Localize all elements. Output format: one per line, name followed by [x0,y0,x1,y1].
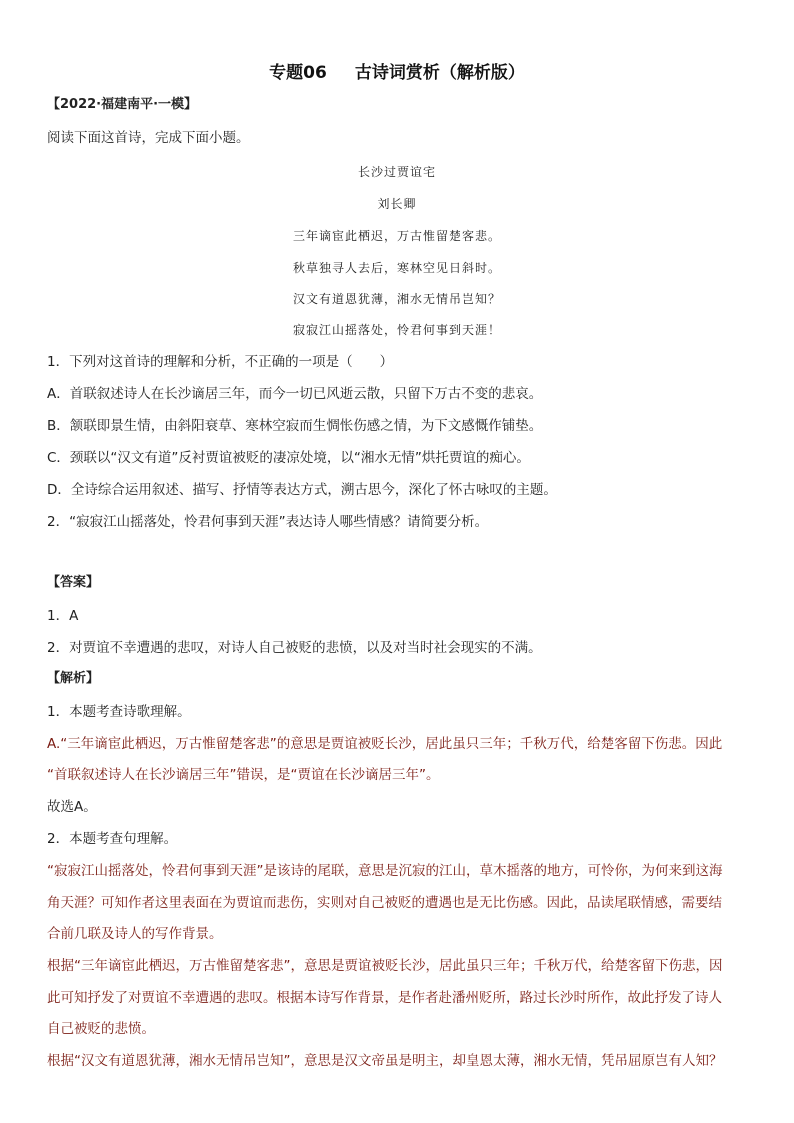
poem-author: 刘长卿 [377,197,417,211]
page-title [0,58,794,83]
question-2: 2．“寂寂江山摇落处，怜君何事到天涯”表达诗人哪些情感？请简要分析。 [47,514,489,530]
option-d: D．全诗综合运用叙述、描写、抒情等表达方式，溯古思今，深化了怀古咏叹的主题。 [47,482,557,498]
analysis-2-para: 自己被贬的悲愤。 [47,1021,155,1037]
analysis-2-para: 此可知抒发了对贾谊不幸遭遇的悲叹。根据本诗写作背景，是作者赴潘州贬所，路过长沙时所作，故此抒发了诗人 [47,990,722,1006]
answer-1: 1．A [47,608,79,624]
analysis-1-body: A.“三年谪宦此栖迟，万古惟留楚客悲”的意思是贾谊被贬长沙，居此虽只三年；千秋万代，给楚客留下伤悲。因此 [47,736,723,752]
poem-line: 秋草独寻人去后，寒林空见日斜时。 [292,261,501,275]
poem-line: 寂寂江山摇落处，怜君何事到天涯！ [292,323,501,337]
analysis-2-para: 根据“三年谪宦此栖迟，万古惟留楚客悲”，意思是贾谊被贬长沙，居此虽只三年；千秋万代，给楚客留下伤悲，因 [47,958,723,974]
analysis-2-para: 角天涯？可知作者这里表面在为贾谊而悲伤，实则对自己被贬的遭遇也是无比伤感。因此，品读尾联情感，需要结 [47,895,722,911]
source-tag: 【2022·福建南平·一模】 [47,97,198,112]
analysis-1-choice: 故选A。 [47,799,97,815]
analysis-2-para: “寂寂江山摇落处，怜君何事到天涯”是该诗的尾联，意思是沉寂的江山，草木摇落的地方，可怜你，为何来到这海 [47,863,723,879]
poem-line: 三年谪宦此栖迟，万古惟留楚客悲。 [292,229,501,243]
analysis-1-head: 1．本题考查诗歌理解。 [47,704,191,720]
poem-title: 长沙过贾谊宅 [357,165,436,179]
answer-2: 2．对贾谊不幸遭遇的悲叹，对诗人自己被贬的悲愤，以及对当时社会现实的不满。 [47,640,542,656]
option-b: B．颔联即景生情，由斜阳衰草、寒林空寂而生惆怅伤感之情，为下文感慨作铺垫。 [47,418,543,434]
instruction-text: 阅读下面这首诗，完成下面小题。 [47,130,250,146]
poem-line: 汉文有道恩犹薄，湘水无情吊岂知？ [292,292,501,306]
analysis-label: 【解析】 [47,671,100,686]
analysis-2-head: 2．本题考查句理解。 [47,831,178,847]
analysis-2-para: 合前几联及诗人的写作背景。 [47,926,223,942]
option-c: C．颈联以“汉文有道”反衬贾谊被贬的凄凉处境，以“湘水无情”烘托贾谊的痴心。 [47,450,530,466]
option-a: A．首联叙述诗人在长沙谪居三年，而今一切已风逝云散，只留下万古不变的悲哀。 [47,386,543,402]
answer-label: 【答案】 [47,575,100,590]
analysis-1-body: “首联叙述诗人在长沙谪居三年”错误，是“贾谊在长沙谪居三年”。 [47,767,440,783]
topic-title: 古诗词赏析（解析版） [354,63,525,83]
topic-number: 专题06 [269,63,327,83]
analysis-2-para: 根据“汉文有道恩犹薄，湘水无情吊岂知”，意思是汉文帝虽是明主，却皇恩太薄，湘水无情，凭吊屈原岂有人知？ [47,1053,723,1069]
question-1: 1．下列对这首诗的理解和分析，不正确的一项是（ ） [47,354,394,370]
